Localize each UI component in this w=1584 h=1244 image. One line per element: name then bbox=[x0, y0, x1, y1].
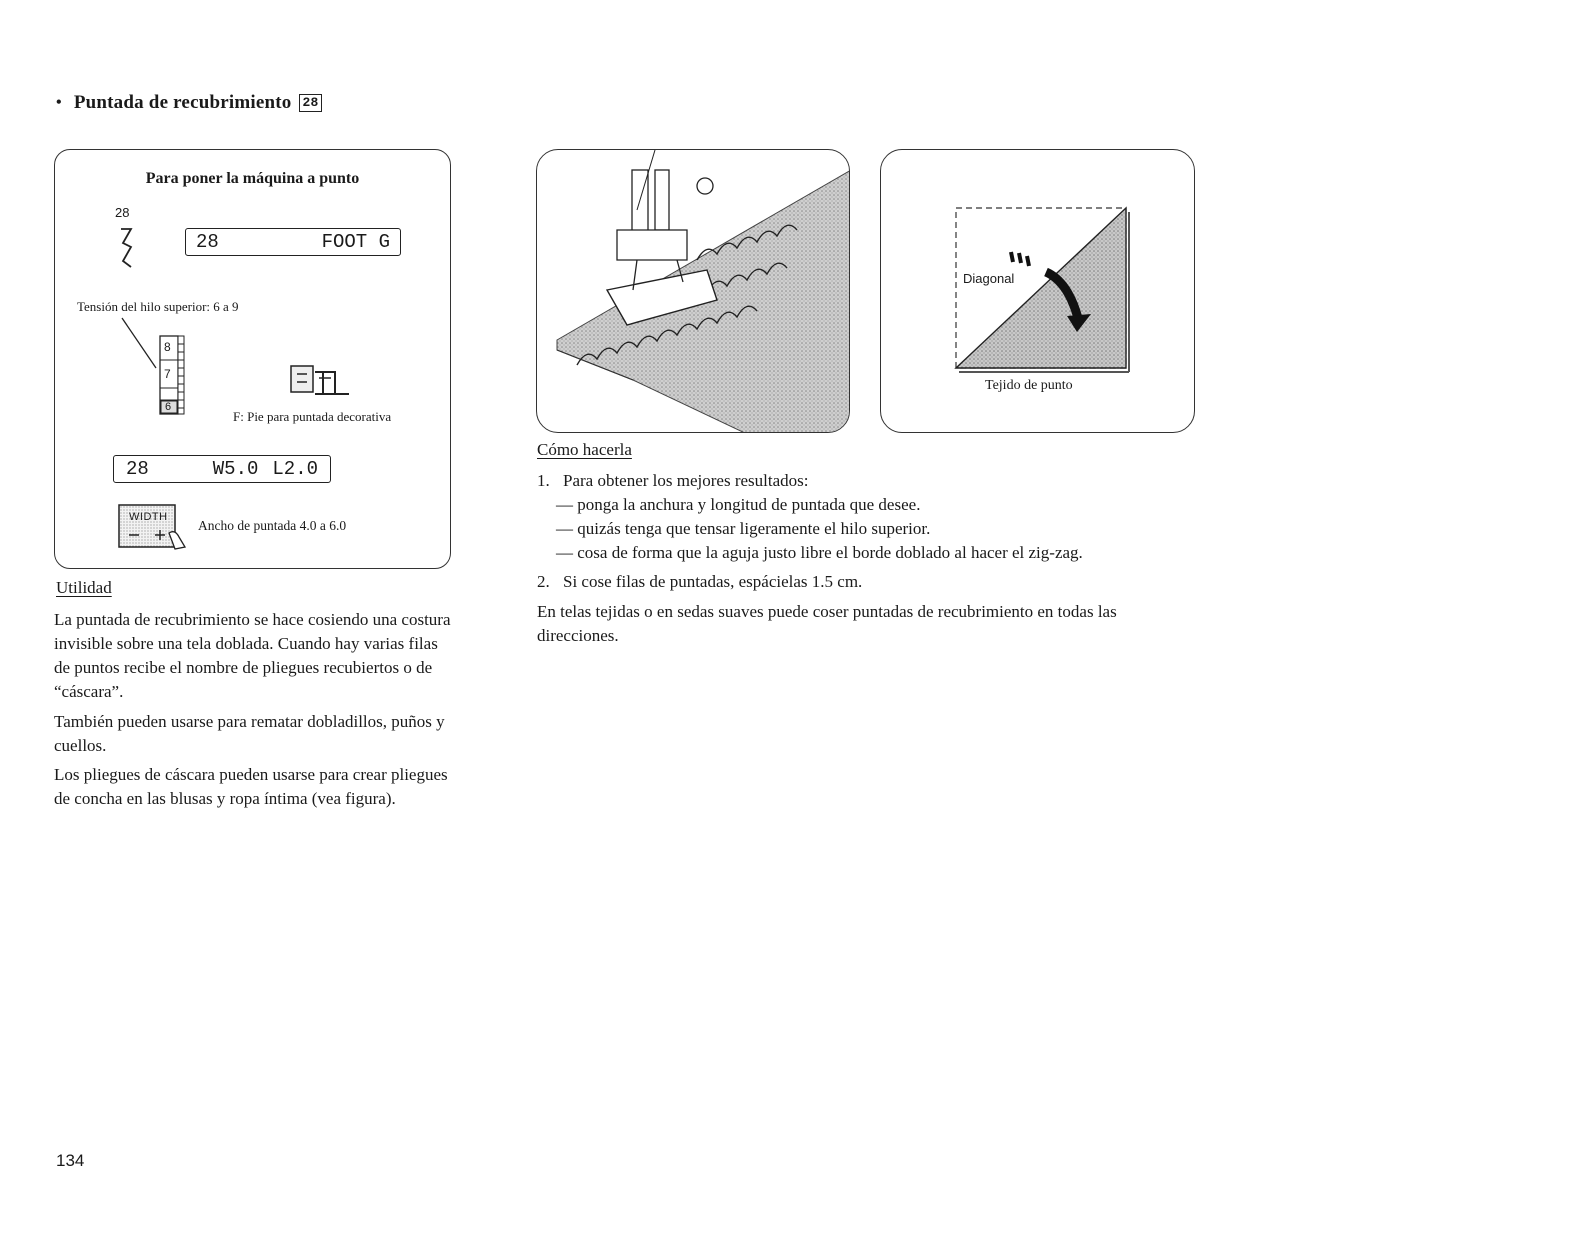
utilidad-paragraph-3: Los pliegues de cáscara pueden usarse para crear pliegues de concha en las blusas y ropa íntima (vea figura). bbox=[54, 765, 448, 808]
tips-list bbox=[556, 493, 1083, 565]
lcd-display-width bbox=[113, 455, 331, 483]
diagonal-label: Diagonal bbox=[963, 271, 1015, 286]
closing-paragraph: En telas tejidas o en sedas suaves puede coser puntadas de recubrimiento en todas las direcciones. bbox=[537, 602, 1117, 645]
lcd-display-foot bbox=[185, 228, 401, 256]
overedge-stitch-icon bbox=[117, 225, 137, 271]
dial-value-top: 8 bbox=[164, 340, 171, 354]
lcd-length-value: L2.0 bbox=[272, 458, 318, 480]
utilidad-paragraph-1: La puntada de recubrimiento se hace cosiendo una costura invisible sobre una tela doblada. Cuando hay varias filas de puntos recibe el nombre de pliegues recubiertos o de “cáscara”. bbox=[54, 610, 451, 701]
pattern-number-badge: 28 bbox=[299, 94, 321, 112]
step-number: 1. bbox=[537, 471, 550, 490]
step-1 bbox=[537, 469, 809, 493]
dial-value-bottom: 6 bbox=[165, 401, 172, 413]
fabric-caption: Tejido de punto bbox=[985, 378, 1073, 393]
list-item: — cosa de forma que la aguja justo libre el borde doblado al hacer el zig-zag. bbox=[556, 543, 1083, 562]
lcd-foot-text: FOOT G bbox=[321, 231, 390, 253]
step-2 bbox=[537, 570, 862, 594]
utilidad-heading: Utilidad bbox=[56, 578, 112, 597]
utilidad-paragraph-2: También pueden usarse para rematar dobladillos, puños y cuellos. bbox=[54, 712, 445, 755]
dial-value-mid: 7 bbox=[164, 367, 171, 381]
lcd-pattern: 28 bbox=[196, 231, 219, 253]
lcd-pattern: 28 bbox=[126, 458, 149, 480]
page-number: 134 bbox=[56, 1151, 85, 1170]
list-item: — quizás tenga que tensar ligeramente el hilo superior. bbox=[556, 519, 931, 538]
width-button-label: WIDTH bbox=[129, 511, 168, 523]
step-number: 2. bbox=[537, 572, 550, 591]
step-text: Si cose filas de puntadas, espácielas 1.5 cm. bbox=[563, 572, 863, 591]
section-heading bbox=[56, 92, 322, 114]
list-item: — ponga la anchura y longitud de puntada que desee. bbox=[556, 495, 921, 514]
pattern-number: 28 bbox=[115, 205, 130, 220]
pointer-line bbox=[120, 316, 160, 371]
width-button[interactable] bbox=[117, 503, 193, 551]
sewing-illustration bbox=[536, 149, 850, 433]
knit-fabric-illustration bbox=[880, 149, 1195, 433]
foot-label: F: Pie para puntada decorativa bbox=[233, 409, 392, 424]
lcd-width-value: W5.0 bbox=[212, 458, 259, 480]
step-text: Para obtener los mejores resultados: bbox=[563, 471, 809, 490]
como-heading: Cómo hacerla bbox=[537, 440, 632, 459]
tension-dial bbox=[156, 334, 186, 416]
setup-title: Para poner la máquina a punto bbox=[145, 170, 360, 187]
width-label: Ancho de puntada 4.0 a 6.0 bbox=[198, 518, 347, 533]
bullet: • bbox=[56, 94, 62, 111]
section-title: Puntada de recubrimiento bbox=[73, 92, 292, 113]
decorative-foot-icon bbox=[289, 364, 353, 400]
tension-label: Tensión del hilo superior: 6 a 9 bbox=[77, 299, 239, 314]
machine-setup-panel bbox=[54, 149, 451, 569]
